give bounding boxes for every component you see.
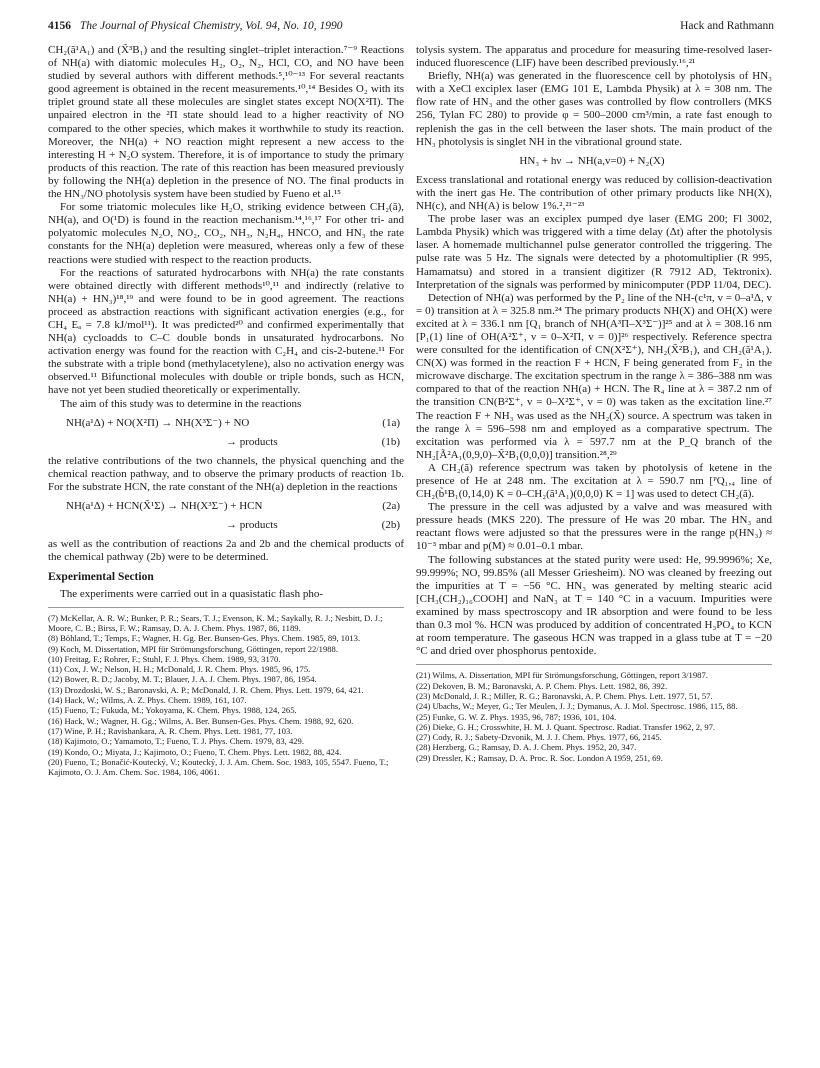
reference-entry: (25) Funke, G. W. Z. Phys. 1935, 96, 787; 1936, 101, 104. [416, 711, 617, 722]
reference-entry: (17) Wine, P. H.; Ravishankara, A. R. Chem. Phys. Lett. 1981, 77, 103. [48, 725, 293, 736]
equation-text: → products [226, 519, 278, 532]
section-heading: Experimental Section [48, 571, 154, 584]
reference-entry: (27) Cody, R. J.; Sabety-Dzvonik, M. J. J. Chem. Phys. 1977, 66, 2145. [416, 732, 662, 743]
paragraph: For some triatomic molecules like H₂O, striking evidence between CH₂(ã), NH(a), and O(¹D) is found in the reaction mechanism.¹⁴,¹⁶,¹⁷ For other tri- and polyatomic molecules N₂O, NO₂, CO₂, NH₃, N₂H₄, HNCO, and HN₃ the rate constants for the NH(a) depletion were measured, whereas only a few of these reactions were studied with respect to the reaction products. [48, 201, 404, 266]
paragraph: The pressure in the cell was adjusted by a valve and was measured with pressure heads (MKS 220). The pressure of He was 20 mbar. The HN₃ and reactant flows were adjusted so that the pressures were in the range p(HN₃) ≈ 10⁻³ mbar and p(M) ≈ 0.01–0.1 mbar. [416, 501, 772, 553]
equation-text: HN₃ + hν → NH(a,v=0) + N₂(X) [519, 154, 665, 167]
paragraph: Briefly, NH(a) was generated in the fluorescence cell by photolysis of HN₃ with a XeCl exciplex laser (EMG 101 E, Lambda Physik) at λ = 308 nm. The flow rate of HN₃ and the other gases was controlled by flow controllers (MKS 256, Tylan FC 280) to provide φ = 500–2000 cm³/min, a rate fast enough to replenish the gas in the cell between the laser shots. The main product of the HN₃ photolysis is singlet NH in the vibrational ground state. [416, 70, 772, 148]
reference-entry: (13) Drozdoski, W. S.; Baronavski, A. P.; McDonald, J. R. Chem. Phys. Lett. 1979, 64, 421. [48, 684, 364, 695]
reference-entry: (28) Herzberg, G.; Ramsay, D. A. J. Chem. Phys. 1952, 20, 347. [416, 742, 637, 753]
header-authors: Hack and Rathmann [680, 20, 774, 32]
reference-entry: (29) Dressler, K.; Ramsay, D. A. Proc. R. Soc. London A 1959, 251, 69. [416, 752, 663, 763]
references-right [416, 664, 772, 763]
equation-3 [416, 149, 772, 174]
reference-entry: (23) McDonald, J. R.; Miller, R. G.; Baronavski, A. P. Chem. Phys. Lett. 1977, 51, 57. [416, 690, 713, 701]
equation-2b [48, 519, 404, 538]
equation-1b [48, 436, 404, 455]
reference-entry: (7) McKellar, A. R. W.; Bunker, P. R.; Sears, T. J.; Evenson, K. M.; Saykally, R. J.; Nesbitt, D. J.; Moore, C. B.; Birss, F. W.; Ramsay, D. A. J. Chem. Phys. 1987, 86, 1189. [48, 612, 383, 633]
journal-citation: The Journal of Physical Chemistry, Vol. 94, No. 10, 1990 [79, 20, 343, 32]
paragraph: The following substances at the stated purity were used: He, 99.9996%; Xe, 99.999%; NO, 99.85% (all Messer Griesheim). NO was cleaned by freezing out the impurities at T = −56 °C. HN₃ was generated by melting stearic acid [CH₃(CH₂)₁₆COOH] and NaN₃ at T = 140 °C in a vacuum. Impurities were examined by mass spectroscopy and IR absorption and were found to be less than 0.3 mol %. HCN was produced by addition of concentrated H₃PO₄ to KCN at room temperature. The gaseous HCN was trapped in a glass tube at T = −20 °C and dried over phosphorus pentoxide. [416, 553, 772, 658]
equation-number: (1b) [381, 435, 400, 448]
paragraph: The probe laser was an exciplex pumped dye laser (EMG 200; Fl 3002, Lambda Physik) which was triggered with a time delay (Δt) after the photolysis laser. A homemade multichannel pulse generator controlled the triggering. The pulse rate was 5 Hz. The signals were detected by a photomultiplier (R 995, Hamamatsu) and stored in a transient digitizer (R 7912 AD, Tektronix). Interpretation of the signals was performed by minicomputer (PDP 11/04, DEC). [416, 213, 772, 291]
equation-2a [48, 494, 404, 519]
reference-entry: (9) Koch, M. Dissertation, MPI für Strömungsforschung, Göttingen, report 22/1988. [48, 643, 339, 654]
left-column [48, 44, 404, 1054]
reference-entry: (22) Dekoven, B. M.; Baronavski, A. P. Chem. Phys. Lett. 1982, 86, 392. [416, 680, 668, 691]
paragraph: CH₂(ã¹A₁) and (X̃³B₁) and the resulting singlet–triplet interaction.⁷⁻⁹ Reactions of NH(a) with diatomic molecules H₂, O₂, N₂, HCl, CO, and NO have been studied by several authors with different methods.⁵,¹⁰⁻¹³ For several reactants good agreement is obtained in the recent measurements.¹⁰,¹⁴ Besides O₂ with its triplet ground state all these molecules are singlet states except NO(X²Π). The unpaired electron in the ²Π state should lead to a higher reactivity of NO compared to the other species, which makes it worthwhile to study its reaction. Moreover, the NH(a) + NO reaction might represent a new access to the interesting H + N₂O system. Therefore, it is of importance to study the primary products of this reaction. The rate of this reaction has been measured previously by following the NH(a) depletion in the presence of NO. The final products in the HN₃/NO photolysis system have been studied by Fueno et al.¹⁵ [48, 44, 404, 201]
equation-number: (1a) [382, 416, 400, 429]
equation-text: → products [226, 435, 278, 448]
equation-number: (2a) [382, 500, 400, 513]
reference-entry: (18) Kajimoto, O.; Yamamoto, T.; Fueno, T. J. Phys. Chem. 1979, 83, 429. [48, 736, 304, 747]
paragraph: A CH₂(ã) reference spectrum was taken by photolysis of ketene in the presence of He at 248 nm. The excitation at λ = 590.7 nm [ᴾQ₁,₄ line of CH₂(b̃¹B₁(0,14,0) K = 0–CH₂(ã¹A₁)(0,0,0) K = 1] was used to detect CH₂(ã). [416, 461, 772, 501]
right-column [416, 44, 772, 1054]
reference-entry: (16) Hack, W.; Wagner, H. Gg.; Wilms, A. Ber. Bunsen-Ges. Phys. Chem. 1988, 92, 620. [48, 715, 354, 726]
paragraph: as well as the contribution of reactions 2a and 2b and the chemical products of the chemical pathway (2b) were to be determined. [48, 538, 404, 564]
reference-entry: (15) Fueno, T.; Fukuda, M.; Yokoyama, K. Chem. Phys. 1988, 124, 265. [48, 705, 297, 716]
paragraph: the relative contributions of the two channels, the physical quenching and the chemical reaction pathway, and to observe the primary products of reaction 1b. For the substrate HCN, the rate constant of the NH(a) depletion in the reactions [48, 454, 404, 493]
header-left [48, 18, 342, 34]
reference-entry: (8) Böhland, T.; Temps, F.; Wagner, H. Gg. Ber. Bunsen-Ges. Phys. Chem. 1985, 89, 1013. [48, 633, 361, 644]
reference-entry: (11) Cox, J. W.; Nelson, H. H.; McDonald, J. R. Chem. Phys. 1985, 96, 175. [48, 664, 311, 675]
reference-entry: (19) Kondo, O.; Miyata, J.; Kajimoto, O.; Fueno, T. Chem. Phys. Lett. 1982, 88, 424. [48, 746, 342, 757]
equation-number: (2b) [381, 519, 400, 532]
reference-entry: (24) Ubachs, W.; Meyer, G.; Ter Meulen, J. J.; Dymanus, A. J. Mol. Spectrosc. 1986, 115, 88. [416, 701, 738, 712]
paragraph: The aim of this study was to determine in the reactions [60, 397, 302, 410]
paragraph: Detection of NH(a) was performed by the P₂ line of the NH-(c¹π, v = 0–a¹Δ, v = 0) transition at λ = 325.8 nm.²⁴ The primary products NH(X) and OH(X) were excited at λ = 336.1 nm [Q₁ branch of NH(A³Π–X³Σ⁻)]²⁵ and at λ = 308.16 nm [P₁(1) line of OH(A²Σ⁺, v = 0–X²Π, v = 0)]²⁶ respectively. Reference spectra were consulted for the identification of CN(X²Σ⁺), NH₂(X̃²B₁), and CH₂(ã¹A₁). CN(X) was formed in the reaction F + HCN, F being generated from F₂ in the microwave discharge. The excitation spectrum in the range λ = 386–388 nm was compared to that of the reaction NH(a) + HCN. The R₄ line at λ = 387.2 nm of the transition CN(B²Σ⁺, v = 0–X²Σ⁺, v = 0) was taken as the excitation line.²⁷ The reaction F + NH₃ was used as the NH₂(X̃) source. A spectrum was taken in the range λ = 596–598 nm and employed as a comparative spectrum. The excitation was performed via λ = 597.7 nm at the P_Q branch of the NH₂[Ã²A₁(0,9,0)–X̃²B₁(0,0,0)] transition.²⁸,²⁹ [416, 291, 772, 461]
paragraph: For the reactions of saturated hydrocarbons with NH(a) the rate constants were obtained directly with different methods¹⁰,¹¹ and indirectly (relative to NH(a) + HN₃)¹⁸,¹⁹ and were found to be in good agreement. The reactions proceed as abstraction reactions with significant activation energies (e.g., for CH₄ Eₐ = 7.8 kJ/mol¹¹). It was predicted²⁰ and confirmed experimentally that NH(a) cycloadds to C–C double bonds in unsaturated hydrocarbons. No activation energy was found for the reaction with C₂H₄ and cis-2-butene.¹¹ For the substrate with a triple bond (methylacetylene), also no activation energy was observed.¹¹ Bifunctional molecules with double or triple bonds, such as HCN, have not yet been studied theoretically or experimentally. [48, 266, 404, 397]
paragraph: The experiments were carried out in a quasistatic flash pho- [60, 587, 323, 600]
reference-entry: (14) Hack, W.; Wilms, A. Z. Phys. Chem. 1989, 161, 107. [48, 695, 247, 706]
page-number: 4156 [48, 20, 71, 32]
reference-entry: (10) Freitag, F.; Rohrer, F.; Stuhl, F. J. Phys. Chem. 1989, 93, 3170. [48, 653, 281, 664]
paragraph: Excess translational and rotational energy was reduced by collision-deactivation with the inert gas He. The contribution of other primary products like NH(X), NH(c), and NH(A) is below 1%.²,²¹⁻²³ [416, 173, 772, 213]
running-header [48, 18, 774, 34]
references-left [48, 607, 404, 778]
paragraph: tolysis system. The apparatus and procedure for measuring time-resolved laser-induced fluorescence (LIF) have been described previously.¹⁶,²¹ [416, 44, 772, 70]
equation-1a [48, 411, 404, 436]
reference-entry: (26) Dieke, G. H.; Crosswhite, H. M. J. Quant. Spectrosc. Radiat. Transfer 1962, 2, 97. [416, 721, 716, 732]
equation-text: NH(a¹Δ) + HCN(X̃¹Σ) → NH(X³Σ⁻) + HCN [66, 500, 263, 513]
equation-text: NH(a¹Δ) + NO(X²Π) → NH(X³Σ⁻) + NO [66, 416, 250, 429]
reference-entry: (20) Fueno, T.; Bonačić-Koutecký, V.; Koutecký, J. J. Am. Chem. Soc. 1983, 105, 5547. Fueno, T.; Kajimoto, O. J. Am. Chem. Soc. 1984, 106, 4061. [48, 756, 389, 778]
reference-entry: (21) Wilms, A. Dissertation, MPI für Strömungsforschung, Göttingen, report 3/1987. [416, 670, 708, 681]
reference-entry: (12) Bower, R. D.; Jacoby, M. T.; Blauer, J. A. J. Chem. Phys. 1987, 86, 1954. [48, 674, 317, 685]
